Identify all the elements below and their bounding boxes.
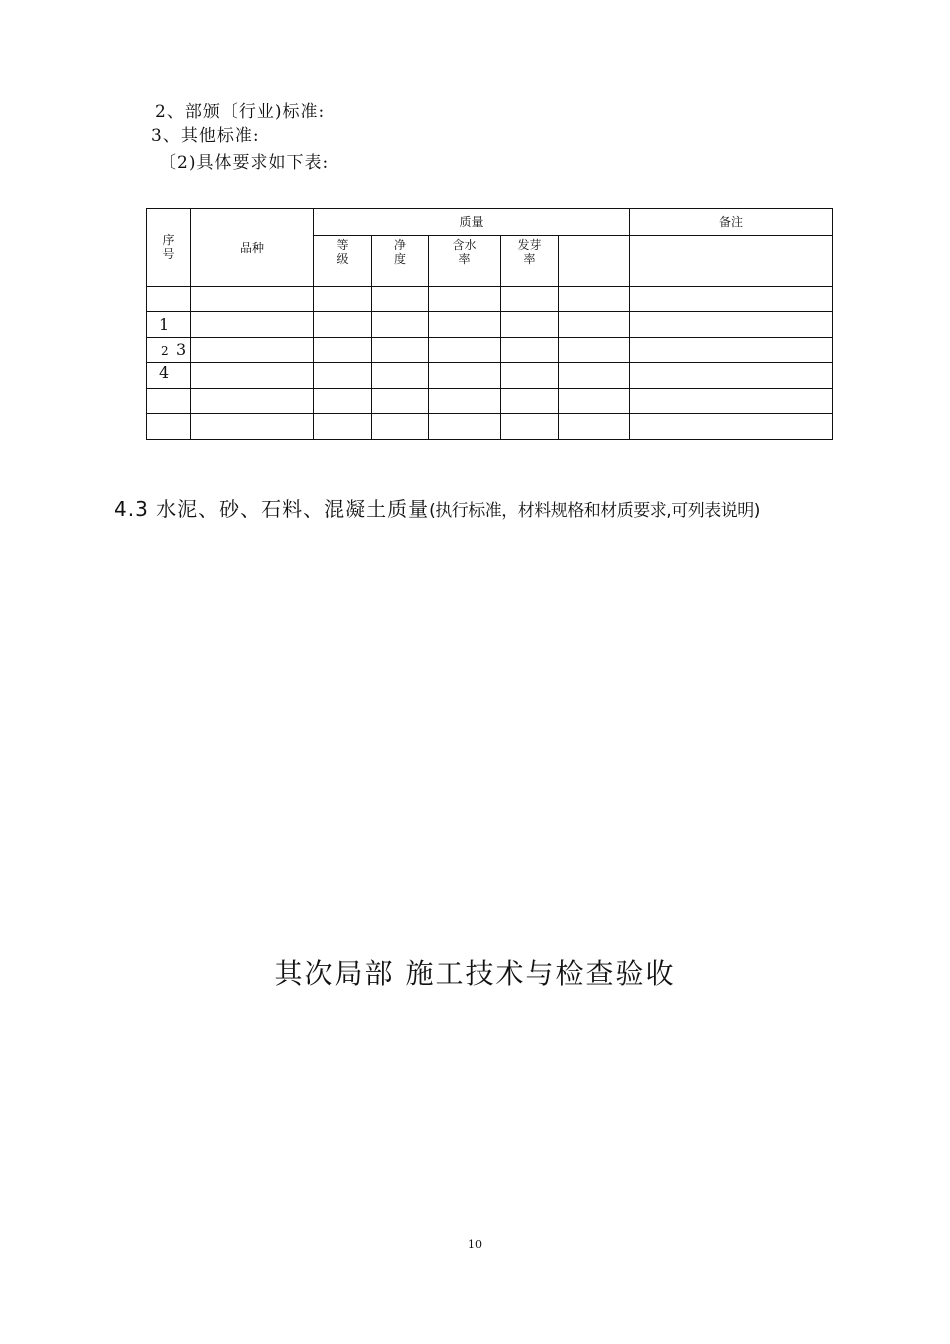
header-grade: 等级 (314, 235, 372, 286)
quality-requirements-table (146, 208, 833, 440)
page-number: 10 (468, 1238, 482, 1251)
header-remark: 备注 (630, 209, 833, 236)
table-row (147, 337, 833, 363)
header-empty (559, 235, 630, 286)
header-moisture: 含水率 (429, 235, 501, 286)
table-row (147, 414, 833, 440)
section-4-3-heading (114, 493, 760, 522)
header-germination: 发芽率 (501, 235, 559, 286)
row-number: 1 (159, 315, 170, 335)
standard-item-3: 3、其他标准: (151, 126, 260, 146)
table-row (147, 312, 833, 338)
row-number: 2 (161, 343, 169, 358)
section-4-3-note: (执行标准，材料规格和材质要求,可列表说明) (429, 501, 760, 521)
header-seq: 序号 (147, 209, 191, 287)
standard-item-2: 2、部颁〔行业)标准: (155, 102, 326, 122)
row-number: 3 (176, 339, 187, 359)
section-4-3-title: 4.3 水泥、砂、石料、混凝土质量 (114, 497, 430, 521)
row-number: 4 (159, 363, 170, 383)
part-title: 其次局部 施工技术与检查验收 (274, 957, 676, 990)
header-clean: 净度 (372, 235, 429, 286)
requirement-intro: 〔2)具体要求如下表: (159, 153, 330, 173)
header-variety: 品种 (191, 209, 314, 287)
header-quality: 质量 (314, 209, 630, 236)
remark-empty (630, 235, 833, 286)
table-row (147, 286, 833, 312)
table-row (147, 363, 833, 389)
table-row (147, 388, 833, 414)
